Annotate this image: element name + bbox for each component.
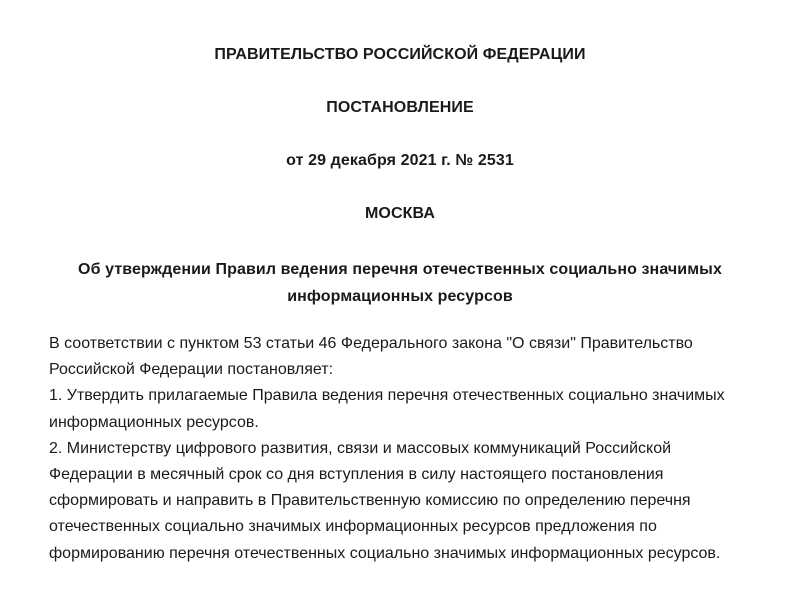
city-heading: МОСКВА [364, 205, 435, 222]
government-heading: ПРАВИТЕЛЬСТВО РОССИЙСКОЙ ФЕДЕРАЦИИ [214, 46, 586, 63]
document-title [0, 256, 800, 310]
item-1-paragraph: 1. Утвердить прилагаемые Правила ведения перечня отечественных социально значимых информационных ресурсов. [49, 387, 725, 431]
document-title-line-2: информационных ресурсов [287, 288, 513, 305]
preamble-paragraph: В соответствии с пунктом 53 статьи 46 Федерального закона "О связи" Правительство Российской Федерации постановляет: [49, 335, 693, 379]
document-type-heading: ПОСТАНОВЛЕНИЕ [326, 99, 474, 116]
document-body [49, 331, 749, 567]
document-title-line-1: Об утверждении Правил ведения перечня отечественных социально значимых [78, 261, 722, 278]
item-2-paragraph: 2. Министерству цифрового развития, связи и массовых коммуникаций Российской Федерации в месячный срок со дня вступления в силу настоящего постановления сформировать и направить в Правительственную комиссию по определению перечня отечественных социально значимых информационных ресурсов предложения по формированию перечня отечественных социально значимых информационных ресурсов. [49, 439, 721, 562]
date-number-heading: от 29 декабря 2021 г. № 2531 [286, 152, 514, 169]
